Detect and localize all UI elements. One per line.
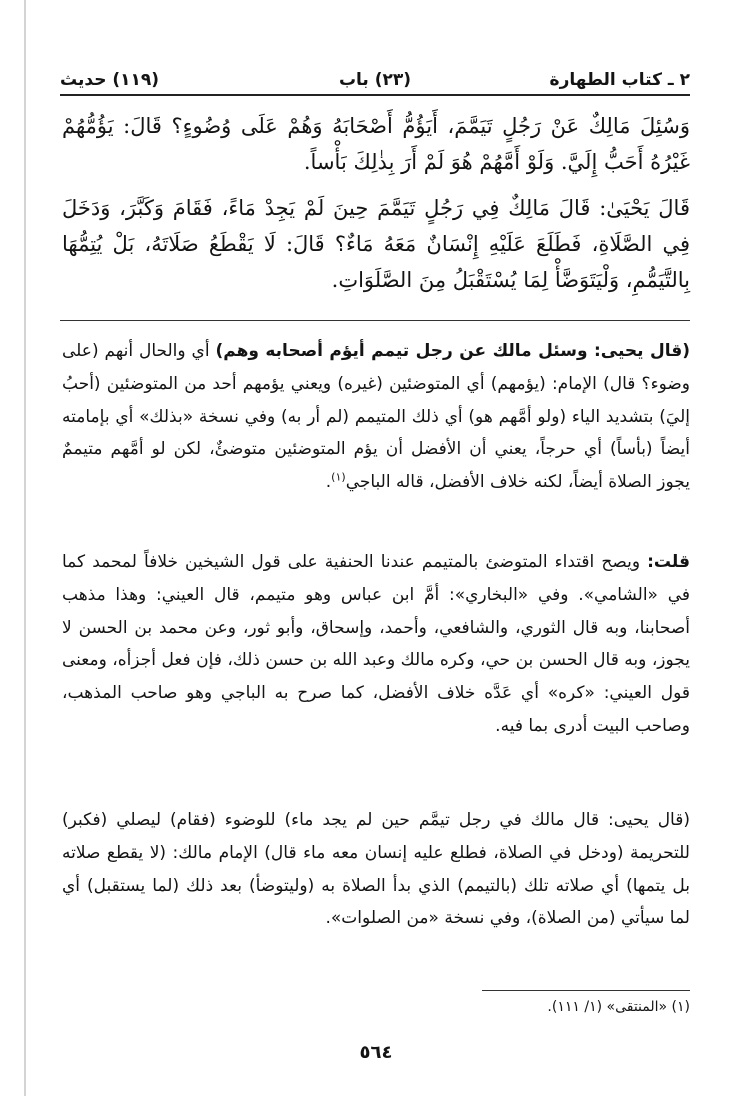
header-divider <box>60 94 690 96</box>
footnote-ref[interactable]: (١) <box>331 470 346 484</box>
commentary-1-end: . <box>325 472 332 493</box>
header-chapter: (٢٣) باب <box>338 70 412 90</box>
commentary-2-text: ويصح اقتداء المتوضئ بالمتيمم عندنا الحنفية على قول الشيخين خلافاً لمحمد كما في «الشامي». وفي «البخاري»: أمَّ ابن عباس وهو متيمم، قال العيني: وهذا مذهب أصحابنا، وبه قال الثوري، والشافعي، وأحمد، وإسحاق، وأبو ثور، وعن محمد بن الحسن لا يجوز، وبه قال الحسن بن حي، وكره مالك وعبد الله بن حسن ذلك، فإن فعل أجزأه، ومعنى قول العيني: «كره» أي عَدَّه خلاف الأفضل، كما صرح به الباجي وهو صاحب المذهب، وصاحب البيت أدرى بما فيه. <box>62 552 690 736</box>
hadith-paragraph-2: قَالَ يَحْيَىٰ: قَالَ مَالِكٌ فِي رَجُلٍ تَيَمَّمَ حِينَ لَمْ يَجِدْ مَاءً، فَقَامَ وَكَبَّرَ، وَدَخَلَ فِي الصَّلَاةِ، فَطَلَعَ عَلَيْهِ إِنْسَانٌ مَعَهُ مَاءٌ؟ قَالَ: لَا يَقْطَعُ صَلَاتَهُ، بَلْ يُتِمُّهَا بِالتَّيَمُّمِ، وَلْيَتَوَضَّأْ لِمَا يُسْتَقْبَلُ مِنَ الصَّلَوَاتِ. <box>62 196 690 292</box>
page-number: ٥٦٤ <box>359 1042 393 1063</box>
footnote-divider <box>482 990 690 991</box>
header-book-title: ٢ ـ كتاب الطهارة <box>549 70 690 90</box>
commentary-1-lead: (قال يحيى: وسئل مالك عن رجل تيمم أيؤم أصحابه وهم) <box>215 341 690 361</box>
commentary-2-lead: قلت: <box>647 552 690 572</box>
header-hadith-number: (١١٩) حديث <box>60 70 160 90</box>
commentary-paragraph-1 <box>62 335 690 499</box>
hadith-paragraph-1: وَسُئِلَ مَالِكٌ عَنْ رَجُلٍ تَيَمَّمَ، أَيَؤُمُّ أَصْحَابَهُ وَهُمْ عَلَى وُضُوءٍ؟ قَالَ: يَؤُمُّهُمْ غَيْرُهُ أَحَبُّ إِلَيَّ. وَلَوْ أَمَّهُمْ هُوَ لَمْ أَرَ بِذٰلِكَ بَأْساً. <box>62 114 690 174</box>
text-commentary-divider <box>60 320 690 321</box>
commentary-paragraph-3: (قال يحيى: قال مالك في رجل تيمَّم حين لم يجد ماء) للوضوء (فقام) ليصلي (فكبر) للتحريمة (ودخل في الصلاة، فطلع عليه إنسان معه ماء قال) الإمام مالك: (لا يقطع صلاته بل يتمها) أي صلاته تلك (بالتيمم) الذي بدأ الصلاة به (وليتوضأ) بعد ذلك (لما يستقبل) أي لما سيأتي (من الصلاة)، وفي نسخة «من الصلوات». <box>62 810 690 929</box>
page-edge-rule <box>24 0 26 1096</box>
commentary-1-text: أي والحال أنهم (على وضوء؟ قال) الإمام: (يؤمهم) أي المتوضئين (غيره) ويعني يؤمهم أحد من المتوضئين (أحبُ إليَ) بتشديد الياء (ولو أمَّهم هو) أي ذلك المتيمم (لم أر به) وفي نسخة «بذلك» أي بإمامته أيضاً (بأساً) أي حرجاً، يعني أن الأفضل أن يؤم المتوضئين متوضئٌ، لكن لو أمَّهم متيممٌ يجوز الصلاة أيضاً، لكنه خلاف الأفضل، قاله الباجي <box>62 341 690 493</box>
commentary-paragraph-2 <box>62 546 690 743</box>
running-header <box>60 64 690 94</box>
footnote: (١) «المنتقى» (١/ ١١١). <box>547 999 690 1015</box>
